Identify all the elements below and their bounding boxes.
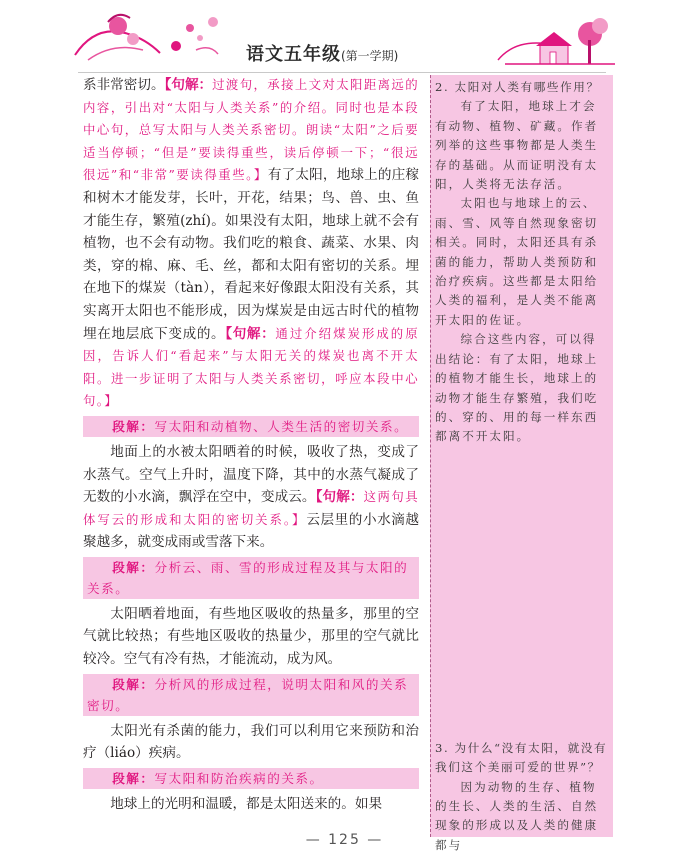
annotation-text: 通过介绍煤炭形成的原因，告诉人们“看起来”与太阳无关的煤炭也离不开太阳。进一步证明了太阳与人类关系密切，呼应本段中心句。】 <box>83 325 420 409</box>
page-header <box>0 0 689 78</box>
summary-text: 分析风的形成过程，说明太阳和风的关系密切。 <box>87 676 409 713</box>
summary-label: 段解： <box>112 559 155 575</box>
summary-label: 段解： <box>112 770 155 786</box>
book-title: 语文五年级 <box>246 44 341 65</box>
sidebar-notes-column <box>430 75 613 852</box>
main-text-column <box>83 74 419 815</box>
answer-3: 因为动物的生存、植物的生长、人类的生活、自然现象的形成以及人类的健康都与 <box>435 779 599 852</box>
annotation-text: 过渡句，承接上文对太阳距离远的内容，引出对“太阳与人类关系”的介绍。同时也是本段中心句，总写太阳与人类关系密切。朗读“太阳”之后要适当停顿；“但是”要读得重些，读后停顿一下；“很远很远”和“非常”要读得重些。】 <box>83 77 419 183</box>
paragraph-summary-band <box>83 557 419 599</box>
paragraph-3: 太阳晒着地面，有些地区吸收的热量多，那里的空气就比较热；有些地区吸收的热量少，那里的空气就比较冷。空气有冷有热，才能流动，成为风。 <box>83 605 419 668</box>
annotation-label: 【句解： <box>315 489 364 506</box>
text-run: 云层里的小水滴越聚越多，就变成雨或雪落下来。 <box>83 511 420 551</box>
paragraph-1 <box>83 74 419 413</box>
answer-2-part-1: 有了太阳，地球上才会有动物、植物、矿藏。作者列举的这些事物都是人类生存的基础。从而证明没有太阳，人类将无法存活。 <box>435 99 599 192</box>
header-title <box>246 40 398 66</box>
text-run: 地面上的水被太阳晒着的时候，吸收了热，变成了水蒸气。空气上升时，温度下降，其中的水蒸气凝成了无数的小水滴，飘浮在空中，变成云。 <box>83 443 419 506</box>
text-run: 系非常密切。 <box>83 77 165 93</box>
question-2: 2. 太阳对人类有哪些作用？ <box>435 80 600 94</box>
book-subtitle: (第一学期) <box>341 49 399 63</box>
annotation-text: 这两句具体写云的形成和太阳的密切关系。】 <box>83 489 419 527</box>
annotation-label: 【句解： <box>225 325 276 342</box>
annotation-label: 【句解： <box>164 77 213 93</box>
paragraph-5: 地球上的光明和温暖，都是太阳送来的。如果 <box>110 795 383 812</box>
paragraph-summary-band <box>83 674 419 716</box>
blank-space <box>431 447 613 739</box>
header-divider <box>78 72 606 73</box>
paragraph-summary-band <box>83 768 419 789</box>
summary-text: 分析云、雨、雪的形成过程及其与太阳的关系。 <box>87 559 409 596</box>
summary-label: 段解： <box>112 676 155 692</box>
answer-2-part-3: 综合这些内容，可以得出结论：有了太阳，地球上的植物才能生长，地球上的动物才能生存繁殖，我们吃的、穿的、用的每一样东西都离不开太阳。 <box>435 332 599 444</box>
summary-text: 写太阳和动植物、人类生活的密切关系。 <box>154 418 409 434</box>
question-3: 3. 为什么“没有太阳，就没有我们这个美丽可爱的世界”？ <box>435 740 608 775</box>
paragraph-summary-band <box>83 416 419 437</box>
page-number: — 125 — <box>305 832 384 848</box>
answer-2-part-2: 太阳也与地球上的云、雨、雪、风等自然现象密切相关。同时，太阳还具有杀菌的能力，帮助人类预防和治疗疾病。这些都是太阳给人类的福利，是人类不能离开太阳的佐证。 <box>435 196 599 327</box>
paragraph-2 <box>83 441 419 554</box>
summary-text: 写太阳和防治疾病的关系。 <box>154 770 324 786</box>
paragraph-4: 太阳光有杀菌的能力，我们可以利用它来预防和治疗（liáo）疾病。 <box>83 722 419 762</box>
text-run: 有了太阳，地球上的庄稼和树木才能发芽，长叶，开花，结果；鸟、兽、虫、鱼才能生存，繁殖(zhí)。如果没有太阳，地球上就不会有植物，也不会有动物。我们吃的粮食、蔬菜、水果、肉类，穿的棉、麻、毛、丝，都和太阳有密切的关系。埋在地下的煤炭（tàn），看起来好像跟太阳没有关系，其实离开太阳也不能形成，因为煤炭是由远古时代的植物埋在地层底下变成的。 <box>83 167 419 342</box>
summary-label: 段解： <box>112 418 155 434</box>
header-decoration-icon <box>0 0 689 78</box>
